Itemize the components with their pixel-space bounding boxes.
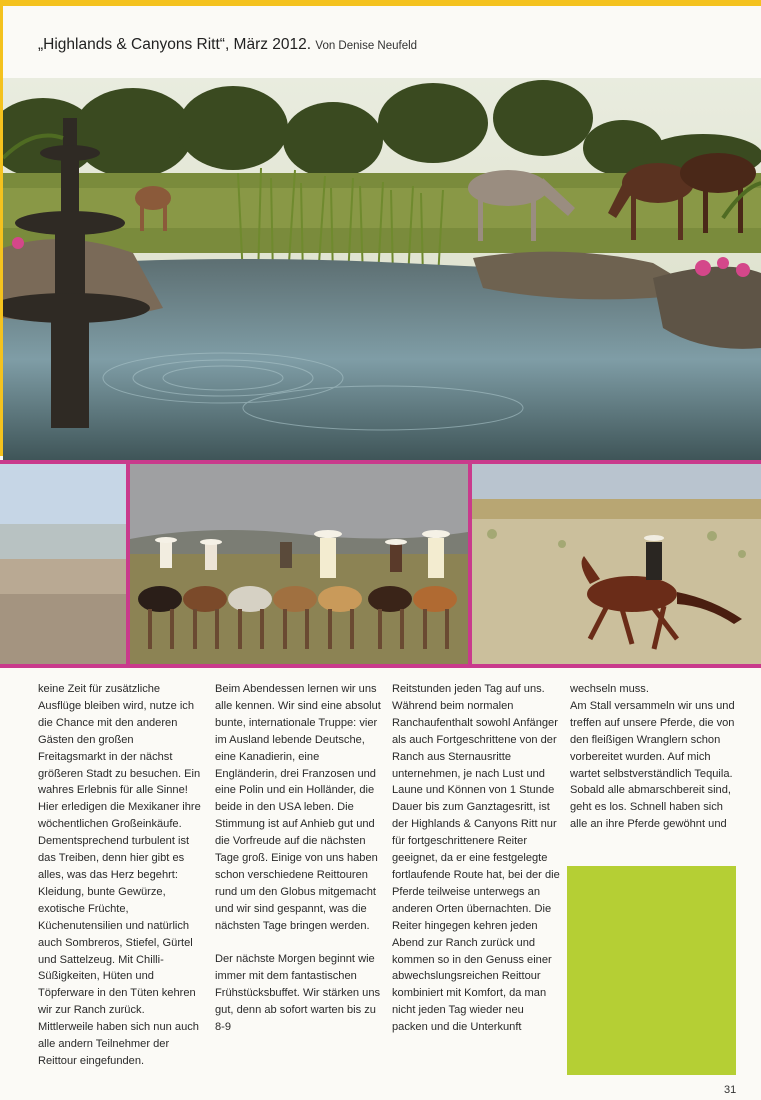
- green-color-block: [567, 866, 736, 1075]
- article-heading: [38, 36, 417, 54]
- text-column-2: [215, 681, 381, 1036]
- text-column-1: [38, 681, 202, 1070]
- text-column-3: [392, 681, 560, 1036]
- page-number: 31: [724, 1084, 737, 1096]
- photo-group-riders: [130, 464, 468, 664]
- paragraph: Beim Abendessen lernen wir uns alle kennen. Wir sind eine absolut bunte, internationale Truppe: vier im Ausland lebende Deutsche, eine Kanadierin, eine Engländerin, drei Franzosen und eine Polin und ein Holländer, die beide in den USA leben. Die Stimmung ist auf Anhieb gut und die Vorfreude auf die nächsten Tage groß. Einige von uns haben schon verschiedene Reittouren rund um den Globus mitgemacht und wir sind gespannt, was die nächsten Tage bringen werden.: [215, 683, 381, 932]
- paragraph: Reitstunden jeden Tag auf uns. Während beim normalen Ranchaufenthalt sowohl Anfänger als auch Fortgeschrittene von der Ranch aus Sternausritte unternehmen, je nach Lust und Laune und Können von 1 Stunde Dauer bis zum Ganztagesritt, ist der Highlands & Canyons Ritt nur für fortgeschrittenere Reiter geeignet, da er eine festgelegte fortlaufende Route hat, bei der die Pferde teilweise unterwegs an anderen Orten übernachten. Die Reiter hingegen kehren jeden Abend zur Ranch zurück und kommen so in den Genuss einer abwechslungsreichen Reittour kombiniert mit Komfort, da man nicht jeden Tag wieder neu packen und die Unterkunft: [392, 683, 560, 1034]
- text-column-4: [570, 681, 740, 833]
- article-title: „Highlands & Canyons Ritt“, März 2012.: [38, 36, 312, 53]
- photo-strip: [0, 460, 761, 668]
- paragraph: keine Zeit für zusätzliche Ausflüge bleiben wird, nutze ich die Chance mit den anderen Gästen den großen Freitagsmarkt in der nächst größeren Stadt zu besuchen. Ein wahres Erlebnis für alle Sinne! Hier erledigen die Mexikaner ihre wöchentlichen Großeinkäufe. Dementsprechend turbulent ist das Treiben, denn hier gibt es alles, was das Herz begehrt: Kleidung, bunte Gewürze, exotische Früchte, Küchenutensilien und natürlich auch Sombreros, Stiefel, Gürtel und Sattelzeug. Mit Chilli-Süßigkeiten, Hüten und Töpferware in den Tüten kehren wir zur Ranch zurück. Mittlerweile haben sich nun auch alle andern Teilnehmer der Reittour eingefunden.: [38, 683, 201, 1067]
- article-author: Von Denise Neufeld: [315, 40, 418, 52]
- photo-plain-landscape: [0, 464, 126, 664]
- top-accent-bar: [0, 0, 761, 6]
- paragraph: Der nächste Morgen beginnt wie immer mit dem fantastischen Frühstücksbuffet. Wir stärken uns gut, denn ab sofort warten bis zu 8-9: [215, 953, 381, 1034]
- paragraph: wechseln muss. Am Stall versammeln wir uns und treffen auf unsere Pferde, die von den fleißigen Wranglern schon vorbereitet wurden. Auf mich wartet selbstverständlich Tequila. Sobald alle abmarschbereit sind, geht es los. Schnell haben sich alle an ihre Pferde gewöhnt und: [570, 683, 735, 831]
- photo-galloping-rider: [472, 464, 761, 664]
- hero-photo-ranch-pond: [3, 78, 761, 460]
